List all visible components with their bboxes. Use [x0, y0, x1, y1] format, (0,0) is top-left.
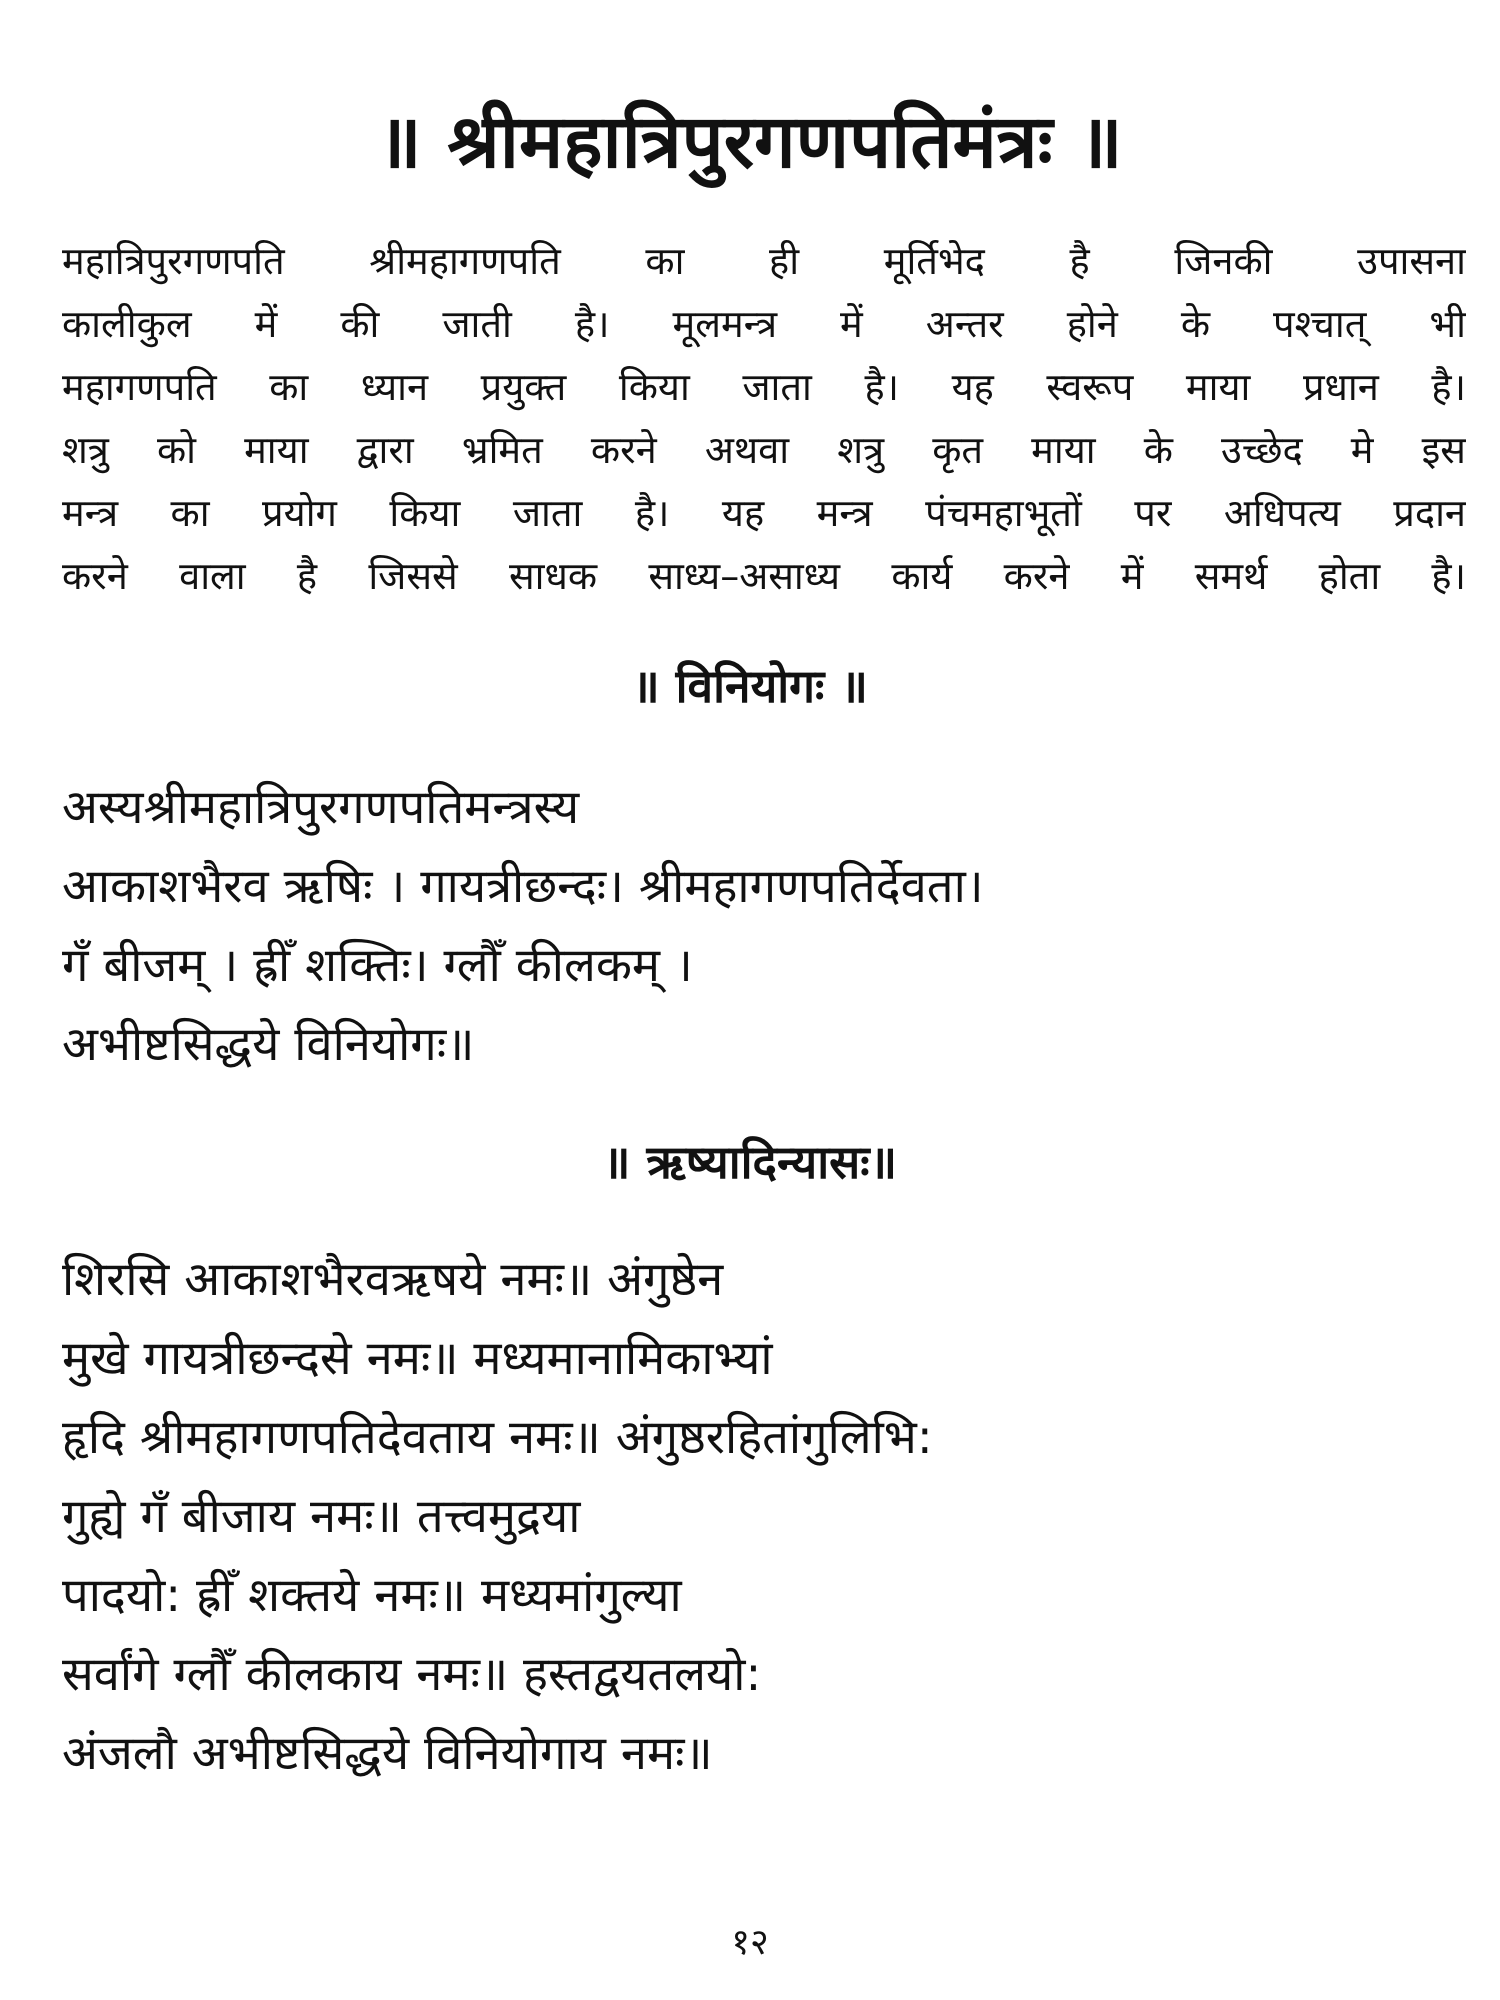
viniyoga-verses	[62, 768, 1462, 1084]
rishyadi-nyasa-heading: ॥ ऋष्यादिन्यासः॥	[602, 1135, 898, 1189]
verse-line: आकाशभैरव ऋषिः । गायत्रीछन्दः। श्रीमहागणपतिर्देवता।	[62, 859, 984, 914]
verse-line: अस्यश्रीमहात्रिपुरगणपतिमन्त्रस्य	[62, 780, 580, 835]
page-number: १२	[731, 1922, 769, 1963]
viniyoga-heading: ॥ विनियोगः ॥	[632, 659, 868, 713]
verse-line: हृदि श्रीमहागणपतिदेवताय नमः॥ अंगुष्ठरहितांगुलिभि:	[62, 1410, 933, 1465]
intro-line: महागणपति का ध्यान प्रयुक्त किया जाता है। यह स्वरूप माया प्रधान है।	[62, 365, 1466, 409]
intro-paragraph	[62, 230, 1466, 608]
verse-line: गुह्ये गँ बीजाय नमः॥ तत्त्वमुद्रया	[62, 1489, 581, 1544]
verse-line: मुखे गायत्रीछन्दसे नमः॥ मध्यमानामिकाभ्यां	[62, 1331, 773, 1386]
intro-line: महात्रिपुरगणपति श्रीमहागणपति का ही मूर्तिभेद है जिनकी उपासना	[62, 239, 1466, 283]
verse-line: शिरसि आकाशभैरवऋषये नमः॥ अंगुष्ठेन	[62, 1252, 724, 1307]
page-title: ॥ श्रीमहात्रिपुरगणपतिमंत्रः ॥	[377, 99, 1123, 185]
intro-line: कालीकुल में की जाती है। मूलमन्त्र में अन्तर होने के पश्चात् भी	[62, 302, 1466, 346]
verse-line: अभीष्टसिद्धये विनियोगः॥	[62, 1017, 475, 1072]
verse-line: सर्वांगे ग्लौँ कीलकाय नमः॥ हस्तद्वयतलयो:	[62, 1647, 762, 1702]
verse-line: पादयो: ह्रीँ शक्तये नमः॥ मध्यमांगुल्या	[62, 1568, 682, 1623]
verse-line: अंजलौ अभीष्टसिद्धये विनियोगाय नमः॥	[62, 1726, 713, 1781]
rishyadi-nyasa-verses	[62, 1240, 1462, 1793]
verse-line: गँ बीजम् । ह्रीँ शक्तिः। ग्लौँ कीलकम् ।	[62, 938, 693, 993]
intro-line: मन्त्र का प्रयोग किया जाता है। यह मन्त्र पंचमहाभूतों पर अधिपत्य प्रदान	[62, 491, 1466, 535]
intro-line: करने वाला है जिससे साधक साध्य–असाध्य कार्य करने में समर्थ होता है।	[62, 554, 1466, 598]
intro-line: शत्रु को माया द्वारा भ्रमित करने अथवा शत्रु कृत माया के उच्छेद मे इस	[62, 428, 1466, 472]
